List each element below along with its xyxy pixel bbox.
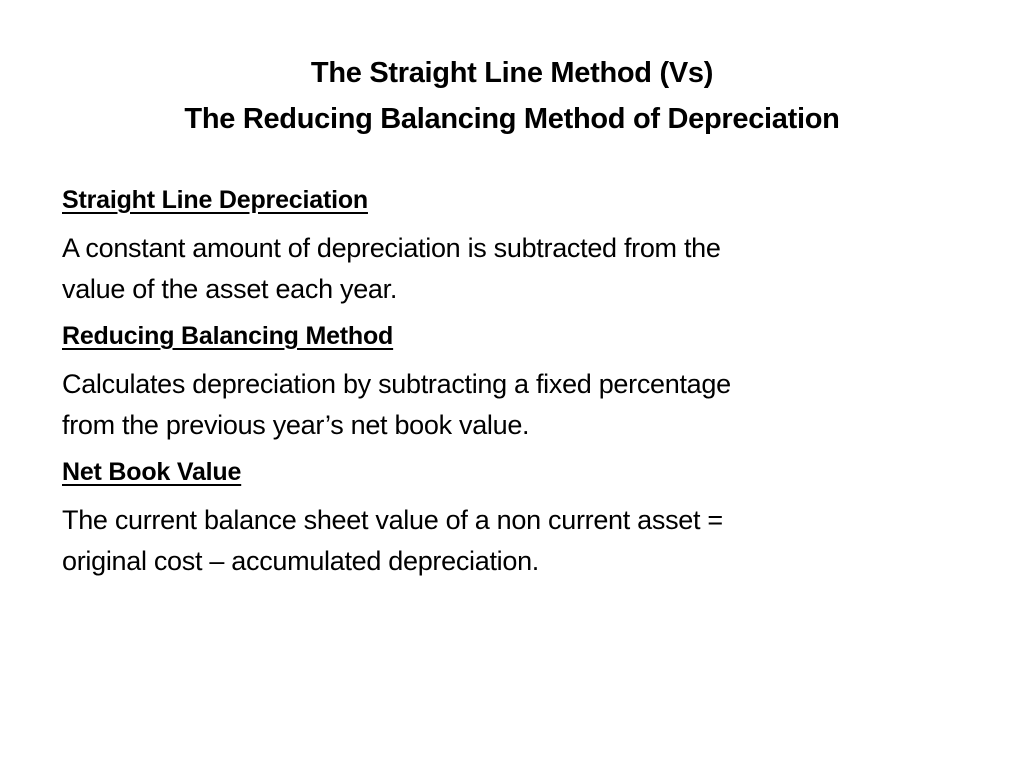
body-line: The current balance sheet value of a non current asset = xyxy=(62,505,723,535)
section-body-straight-line xyxy=(62,228,992,310)
section-heading-reducing-balance: Reducing Balancing Method xyxy=(62,322,394,350)
section-heading-net-book-value: Net Book Value xyxy=(62,458,242,486)
section-body-reducing-balance xyxy=(62,364,992,446)
slide-content xyxy=(62,180,992,582)
body-line: A constant amount of depreciation is subtracted from the xyxy=(62,233,721,263)
body-line: from the previous year’s net book value. xyxy=(62,410,530,440)
body-line: value of the asset each year. xyxy=(62,274,398,304)
title-line-1: The Straight Line Method (Vs) xyxy=(310,57,714,89)
body-line: original cost – accumulated depreciation. xyxy=(62,546,539,576)
section-heading-straight-line: Straight Line Depreciation xyxy=(62,186,368,214)
section-body-net-book-value xyxy=(62,500,992,582)
slide-title xyxy=(40,50,984,142)
body-line: Calculates depreciation by subtracting a fixed percentage xyxy=(62,369,731,399)
title-line-2: The Reducing Balancing Method of Depreciation xyxy=(184,103,840,135)
